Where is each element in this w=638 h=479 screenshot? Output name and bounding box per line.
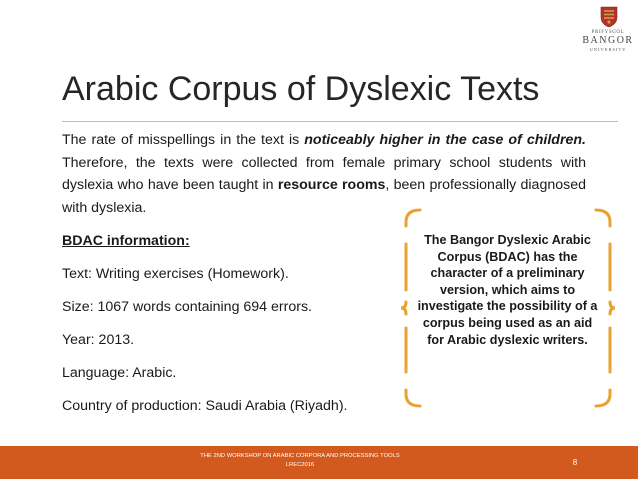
logo-suffix: UNIVERSITY xyxy=(589,47,627,52)
bangor-university-logo xyxy=(578,4,638,54)
intro-emphasis: noticeably higher in the case of children. xyxy=(304,132,586,148)
slide-title: Arabic Corpus of Dyslexic Texts xyxy=(62,70,540,108)
footer-line-1: THE 2ND WORKSHOP ON ARABIC CORPORA AND PROCESSING TOOLS xyxy=(200,453,400,459)
intro-text-2: Therefore, the texts were collected from female primary school students with dyslexia who have been taught in xyxy=(62,154,586,193)
info-item-year: Year: 2013. xyxy=(62,332,135,348)
info-item-size: Size: 1067 words containing 694 errors. xyxy=(62,299,312,315)
intro-paragraph xyxy=(62,129,586,219)
page-number: 8 xyxy=(572,458,578,467)
info-heading: BDAC information: xyxy=(62,233,190,249)
footer-caption xyxy=(150,452,450,470)
intro-bold-term: resource rooms xyxy=(277,177,386,193)
title-divider xyxy=(62,121,618,122)
footer-line-2: LREC2016 xyxy=(285,462,315,468)
footer-bar xyxy=(0,446,638,479)
intro-text-3: , been professionally diagnosed with dyslexia. xyxy=(62,177,586,216)
crest-icon xyxy=(600,6,618,28)
info-item-language: Language: Arabic. xyxy=(62,365,177,381)
logo-prefix: PRIFYSGOL xyxy=(591,30,625,35)
logo-name: BANGOR xyxy=(582,35,634,46)
info-item-country: Country of production: Saudi Arabia (Riyadh). xyxy=(62,398,348,414)
info-item-text-type: Text: Writing exercises (Homework). xyxy=(62,266,289,282)
intro-text-1: The rate of misspellings in the text is xyxy=(62,132,305,148)
callout-text: The Bangor Dyslexic Arabic Corpus (BDAC) has the character of a preliminary version, which aims to investigate the possibility of a corpus being used as an aid for Arabic dyslexic writers. xyxy=(417,233,598,347)
